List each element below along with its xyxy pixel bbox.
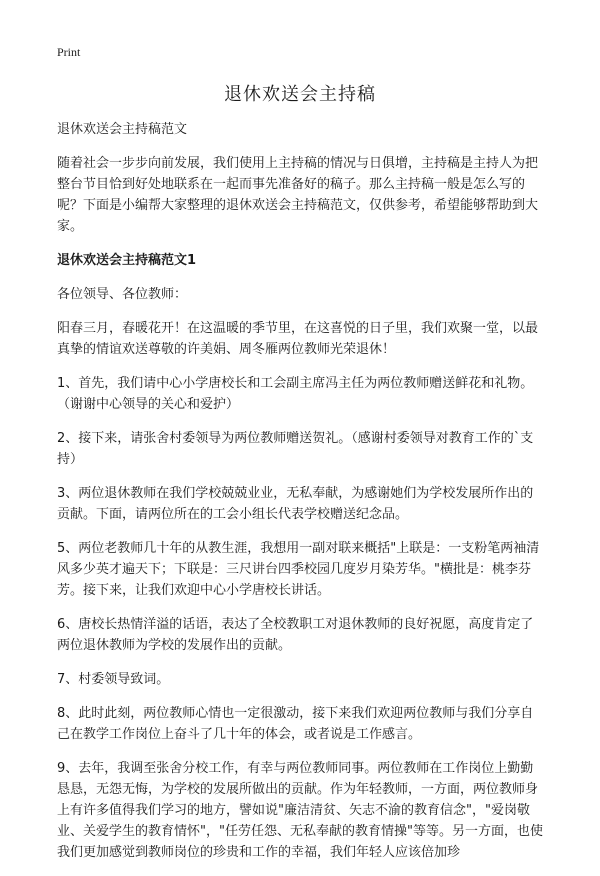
document-body <box>57 119 545 876</box>
paragraph-item-9: 9、去年，我调至张舍分校工作，有幸与两位教师同事。两位教师在工作岗位上勤勤恳恳，无怨无悔，为学校的发展所做出的贡献。作为年轻教师，一方面，两位教师身上有许多值得我们学习的地方，譬如说"廉洁清贫、矢志不渝的教育信念"，"爱岗敬业、关爱学生的教育情怀"，"任劳任怨、无私奉献的教育情操"等等。另一方面，也使我们更加感觉到教师岗位的珍贵和工作的幸福，我们年轻人应该倍加珍 <box>57 761 543 860</box>
page-title: 退休欢送会主持稿 <box>224 84 376 105</box>
paragraph-item-6: 6、唐校长热情洋溢的话语，表达了全校教职工对退休教师的良好祝愿，高度肯定了两位退休教师为学校的发展作出的贡献。 <box>57 617 534 653</box>
paragraph-item-5: 5、两位老教师几十年的从教生涯，我想用一副对联来概括"上联是：一支粉笔两袖清风多少英才遍天下；下联是：三尺讲台四季校园几度岁月染芳华。"横批是：桃李芬芳。接下来，让我们欢迎中心小学唐校长讲话。 <box>57 541 540 598</box>
paragraph-item-3: 3、两位退休教师在我们学校兢兢业业，无私奉献，为感谢她们为学校发展所作出的贡献。下面，请两位所在的工会小组长代表学校赠送纪念品。 <box>57 486 534 522</box>
intro-paragraph: 随着社会一步步向前发展，我们使用上主持稿的情况与日俱增，主持稿是主持人为把整台节目恰到好处地联系在一起而事先准备好的稿子。那么主持稿一般是怎么写的呢？下面是小编帮大家整理的退休欢送会主持稿范文，仅供参考，希望能够帮助到大家。 <box>57 156 539 234</box>
section-heading: 退休欢送会主持稿范文1 <box>57 253 197 268</box>
paragraph-greeting: 各位领导、各位教师： <box>57 287 188 302</box>
paragraph-item-7: 7、村委领导致词。 <box>57 672 170 687</box>
paragraph-item-2: 2、接下来，请张舍村委领导为两位教师赠送贺礼。（感谢村委领导对教育工作的`支持） <box>57 431 534 467</box>
paragraph-opening: 阳春三月，春暖花开！在这温暖的季节里，在这喜悦的日子里，我们欢聚一堂，以最真挚的情谊欢送尊敬的许美娟、周冬雁两位教师光荣退休！ <box>57 321 539 357</box>
print-link[interactable]: Print <box>57 45 81 59</box>
paragraph-item-8: 8、此时此刻，两位教师心情也一定很激动，接下来我们欢迎两位教师与我们分享自己在教学工作岗位上奋斗了几十年的体会，或者说是工作感言。 <box>57 706 534 742</box>
document-subtitle: 退休欢送会主持稿范文 <box>57 122 188 137</box>
paragraph-item-1: 1、首先，我们请中心小学唐校长和工会副主席冯主任为两位教师赠送鲜花和礼物。（谢谢中心领导的关心和爱护） <box>57 376 534 412</box>
